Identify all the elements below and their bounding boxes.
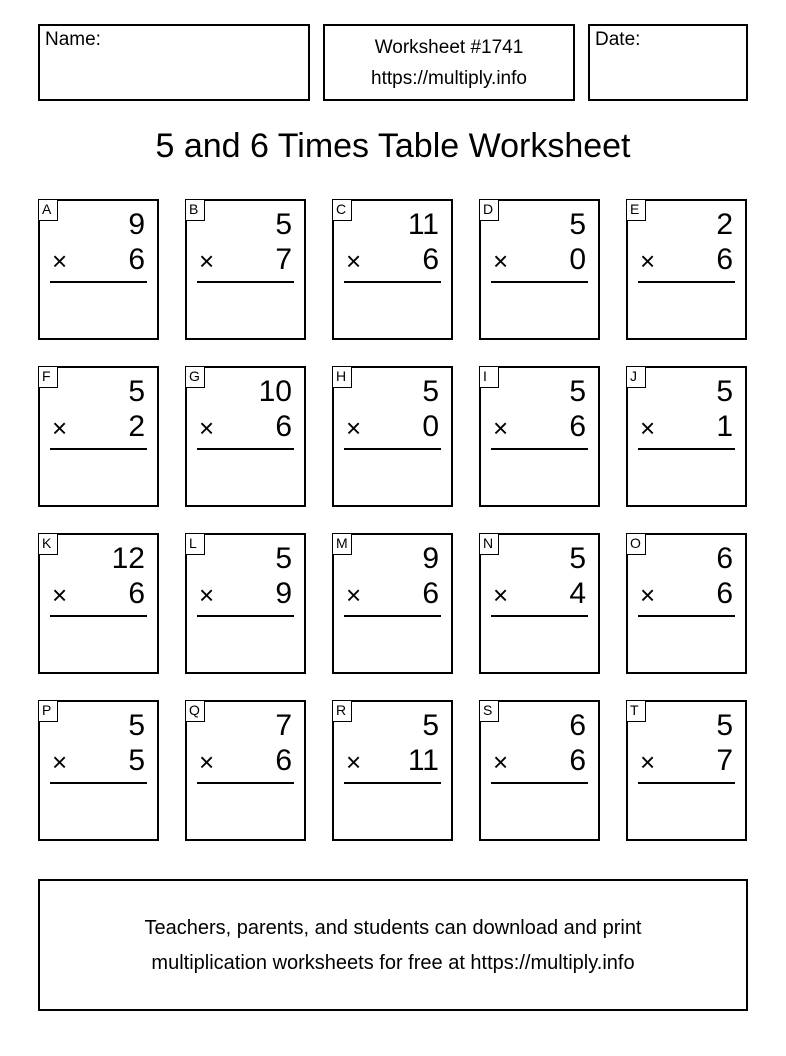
problem-top-number: 2 bbox=[716, 208, 733, 241]
problem-card bbox=[332, 533, 453, 674]
multiply-sign-icon: × bbox=[493, 580, 509, 610]
problem-card bbox=[38, 533, 159, 674]
answer-line bbox=[344, 448, 441, 450]
problem-letter: K bbox=[38, 533, 58, 555]
answer-line bbox=[344, 281, 441, 283]
multiply-sign-icon: × bbox=[199, 747, 215, 777]
footer-box bbox=[38, 879, 748, 1011]
problem-card bbox=[38, 199, 159, 340]
answer-line bbox=[638, 615, 735, 617]
problem-bottom-number: 6 bbox=[128, 577, 145, 610]
answer-line bbox=[197, 782, 294, 784]
multiply-sign-icon: × bbox=[199, 580, 215, 610]
problem-top-number: 5 bbox=[569, 542, 586, 575]
problem-card bbox=[626, 199, 747, 340]
problem-top-number: 6 bbox=[716, 542, 733, 575]
problem-letter: R bbox=[332, 700, 352, 722]
answer-line bbox=[638, 782, 735, 784]
problem-letter: F bbox=[38, 366, 58, 388]
problem-top-number: 6 bbox=[569, 709, 586, 742]
problem-top-number: 11 bbox=[407, 208, 439, 241]
problem-letter: Q bbox=[185, 700, 205, 722]
multiply-sign-icon: × bbox=[52, 580, 68, 610]
problem-bottom-number: 4 bbox=[569, 577, 586, 610]
problem-letter: M bbox=[332, 533, 352, 555]
problem-card bbox=[185, 199, 306, 340]
problem-bottom-number: 6 bbox=[422, 577, 439, 610]
problem-bottom-number: 6 bbox=[569, 744, 586, 777]
problem-bottom-number: 6 bbox=[275, 744, 292, 777]
problem-bottom-number: 6 bbox=[716, 577, 733, 610]
problem-bottom-number: 0 bbox=[569, 243, 586, 276]
multiply-sign-icon: × bbox=[493, 747, 509, 777]
answer-line bbox=[344, 615, 441, 617]
problem-letter: H bbox=[332, 366, 352, 388]
problem-card bbox=[626, 533, 747, 674]
problem-card bbox=[626, 366, 747, 507]
multiply-sign-icon: × bbox=[199, 246, 215, 276]
multiply-sign-icon: × bbox=[640, 747, 656, 777]
problem-letter: I bbox=[479, 366, 499, 388]
problem-top-number: 5 bbox=[275, 208, 292, 241]
problem-card bbox=[626, 700, 747, 841]
date-label: Date: bbox=[595, 29, 641, 50]
problem-bottom-number: 0 bbox=[422, 410, 439, 443]
problem-bottom-number: 7 bbox=[716, 744, 733, 777]
answer-line bbox=[491, 281, 588, 283]
multiply-sign-icon: × bbox=[52, 747, 68, 777]
problem-bottom-number: 1 bbox=[716, 410, 733, 443]
problem-top-number: 9 bbox=[422, 542, 439, 575]
problem-top-number: 9 bbox=[128, 208, 145, 241]
problem-card bbox=[332, 700, 453, 841]
problem-top-number: 12 bbox=[111, 542, 145, 575]
problem-bottom-number: 6 bbox=[569, 410, 586, 443]
problem-letter: P bbox=[38, 700, 58, 722]
problem-top-number: 5 bbox=[275, 542, 292, 575]
multiply-sign-icon: × bbox=[52, 246, 68, 276]
problem-card bbox=[479, 366, 600, 507]
problem-card bbox=[479, 199, 600, 340]
problem-bottom-number: 6 bbox=[716, 243, 733, 276]
multiply-sign-icon: × bbox=[493, 246, 509, 276]
problem-card bbox=[38, 366, 159, 507]
multiply-sign-icon: × bbox=[640, 246, 656, 276]
problem-bottom-number: 5 bbox=[128, 744, 145, 777]
multiply-sign-icon: × bbox=[346, 246, 362, 276]
worksheet-number: Worksheet #1741 bbox=[374, 37, 524, 58]
problem-bottom-number: 9 bbox=[275, 577, 292, 610]
problem-letter: A bbox=[38, 199, 58, 221]
problem-top-number: 5 bbox=[128, 709, 145, 742]
multiply-sign-icon: × bbox=[199, 413, 215, 443]
problem-letter: N bbox=[479, 533, 499, 555]
name-label: Name: bbox=[45, 29, 101, 50]
problem-letter: S bbox=[479, 700, 499, 722]
problem-letter: D bbox=[479, 199, 499, 221]
problem-top-number: 5 bbox=[128, 375, 145, 408]
problem-bottom-number: 11 bbox=[407, 744, 439, 777]
problem-top-number: 7 bbox=[275, 709, 292, 742]
answer-line bbox=[638, 448, 735, 450]
answer-line bbox=[197, 281, 294, 283]
footer-line-2: multiplication worksheets for free at https://multiply.info bbox=[151, 952, 635, 974]
problem-letter: B bbox=[185, 199, 205, 221]
answer-line bbox=[491, 448, 588, 450]
answer-line bbox=[197, 615, 294, 617]
footer-line-1: Teachers, parents, and students can download and print bbox=[144, 917, 642, 939]
problem-letter: O bbox=[626, 533, 646, 555]
problem-card bbox=[332, 199, 453, 340]
problem-bottom-number: 2 bbox=[128, 410, 145, 443]
answer-line bbox=[50, 448, 147, 450]
multiply-sign-icon: × bbox=[346, 747, 362, 777]
problem-card bbox=[185, 366, 306, 507]
problem-letter: G bbox=[185, 366, 205, 388]
worksheet-title: 5 and 6 Times Table Worksheet bbox=[155, 127, 631, 165]
problem-card bbox=[185, 700, 306, 841]
problem-top-number: 5 bbox=[569, 208, 586, 241]
problem-top-number: 5 bbox=[422, 375, 439, 408]
problem-card bbox=[185, 533, 306, 674]
answer-line bbox=[344, 782, 441, 784]
multiply-sign-icon: × bbox=[640, 413, 656, 443]
multiply-sign-icon: × bbox=[346, 580, 362, 610]
problem-letter: T bbox=[626, 700, 646, 722]
answer-line bbox=[50, 782, 147, 784]
problem-letter: E bbox=[626, 199, 646, 221]
problem-letter: C bbox=[332, 199, 352, 221]
problem-letter: L bbox=[185, 533, 205, 555]
problem-top-number: 5 bbox=[716, 709, 733, 742]
problem-top-number: 10 bbox=[258, 375, 292, 408]
problem-bottom-number: 6 bbox=[422, 243, 439, 276]
problem-bottom-number: 7 bbox=[275, 243, 292, 276]
problem-letter: J bbox=[626, 366, 646, 388]
answer-line bbox=[50, 615, 147, 617]
multiply-sign-icon: × bbox=[493, 413, 509, 443]
problem-bottom-number: 6 bbox=[128, 243, 145, 276]
problem-top-number: 5 bbox=[716, 375, 733, 408]
problem-top-number: 5 bbox=[569, 375, 586, 408]
answer-line bbox=[50, 281, 147, 283]
worksheet-url: https://multiply.info bbox=[371, 68, 527, 89]
multiply-sign-icon: × bbox=[346, 413, 362, 443]
answer-line bbox=[638, 281, 735, 283]
answer-line bbox=[197, 448, 294, 450]
problem-card bbox=[38, 700, 159, 841]
problem-bottom-number: 6 bbox=[275, 410, 292, 443]
multiply-sign-icon: × bbox=[52, 413, 68, 443]
problem-top-number: 5 bbox=[422, 709, 439, 742]
answer-line bbox=[491, 782, 588, 784]
problem-card bbox=[332, 366, 453, 507]
problem-card bbox=[479, 533, 600, 674]
problem-card bbox=[479, 700, 600, 841]
answer-line bbox=[491, 615, 588, 617]
multiply-sign-icon: × bbox=[640, 580, 656, 610]
